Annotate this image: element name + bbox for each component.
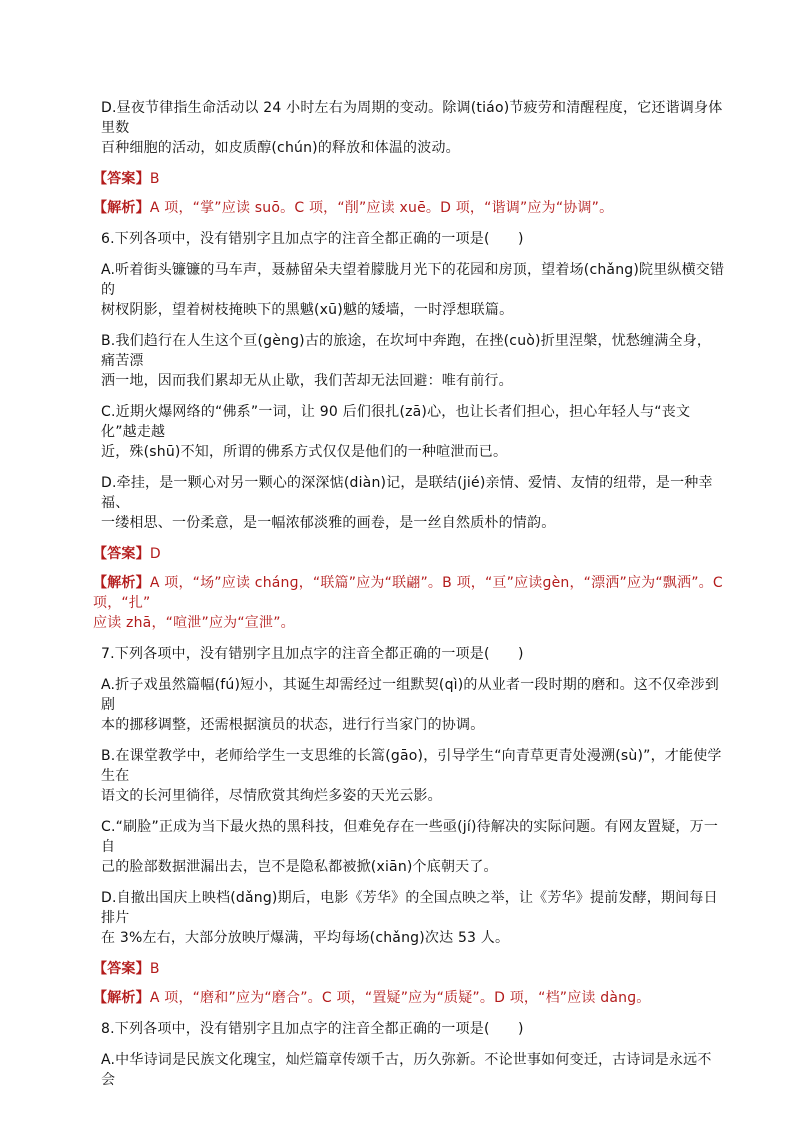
paragraph-gap — [101, 877, 725, 888]
explanation-tag: 【解析】 — [93, 990, 150, 1006]
answer-line — [93, 169, 725, 189]
option-paragraph — [101, 473, 725, 533]
text-line: 一缕相思、一份柔意，是一幅浓郁淡雅的画卷，是一丝自然质朴的情韵。 — [101, 515, 556, 531]
text-line: 百种细胞的活动，如皮质醇(chún)的释放和体温的波动。 — [101, 140, 460, 156]
answer-value: B — [149, 961, 160, 977]
answer-tag: 【答案】 — [93, 546, 150, 562]
paragraph-gap — [101, 391, 725, 402]
option-paragraph — [101, 260, 725, 320]
text-line: A 项，“掌”应读 suō。C 项，“削”应读 xuē。D 项，“谐调”应为“协调”。 — [149, 200, 614, 216]
question-stem — [101, 644, 725, 664]
explanation-paragraph — [93, 988, 725, 1008]
text-line: D.自撤出国庆上映档(dǎng)期后，电影《芳华》的全国点映之举，让《芳华》提前发酵，期间每日排片 — [101, 890, 718, 926]
paragraph-gap — [101, 564, 725, 573]
paragraph-gap — [101, 633, 725, 644]
answer-value: D — [149, 546, 161, 562]
explanation-tag: 【解析】 — [93, 575, 150, 591]
option-paragraph — [101, 331, 725, 391]
paragraph-gap — [101, 158, 725, 169]
option-paragraph — [101, 1050, 725, 1090]
answer-line — [93, 544, 725, 564]
paragraph-gap — [101, 320, 725, 331]
paragraph-gap — [101, 948, 725, 959]
option-paragraph — [101, 98, 725, 158]
answer-value: B — [149, 171, 160, 187]
answer-line — [93, 959, 725, 979]
paragraph-gap — [101, 462, 725, 473]
text-line: A 项，“场”应读 chánɡ，“联篇”应为“联翩”。B 项，“亘”应读ɡèn，“漂洒”应为“飘洒”。C 项，“扎” — [93, 575, 723, 611]
text-line: 洒一地，因而我们累却无从止歇，我们苦却无法回避：唯有前行。 — [101, 373, 513, 389]
text-line: 应读 zhā，“喧泄”应为“宣泄”。 — [93, 615, 295, 631]
explanation-tag: 【解析】 — [93, 200, 150, 216]
text-line: 己的脸部数据泄漏出去，岂不是隐私都被掀(xiān)个底朝天了。 — [101, 859, 498, 875]
text-line: B.在课堂教学中，老师给学生一支思维的长篙(gāo)，引导学生“向青草更青处漫溯(sù)”，才能使学生在 — [101, 748, 722, 784]
text-line: 语文的长河里徜徉，尽情欣赏其绚烂多姿的天光云影。 — [101, 788, 442, 804]
explanation-paragraph — [93, 198, 725, 218]
option-paragraph — [101, 402, 725, 462]
text-line: A.听着街头镰镰的马车声，聂赫留朵夫望着朦胧月光下的花园和房顶，望着场(chǎng)院里纵横交错的 — [101, 262, 725, 298]
text-line: 7.下列各项中，没有错别字且加点字的注音全都正确的一项是( ) — [101, 646, 524, 662]
option-paragraph — [101, 817, 725, 877]
text-line: B.我们趋行在人生这个亘(gèng)古的旅途，在坎坷中奔跑，在挫(cuò)折里涅槃，忧愁缠满全身，痛苦漂 — [101, 333, 712, 369]
paragraph-gap — [101, 533, 725, 544]
text-line: 本的挪移调整，还需根据演员的状态，进行行当家门的协调。 — [101, 717, 485, 733]
paragraph-gap — [101, 1039, 725, 1050]
text-line: 8.下列各项中，没有错别字且加点字的注音全都正确的一项是( ) — [101, 1021, 524, 1037]
text-line: C.近期火爆网络的“佛系”一词，让 90 后们很扎(zā)心，也让长者们担心，担心年轻人与“丧文化”越走越 — [101, 404, 691, 440]
text-line: A.中华诗词是民族文化瑰宝，灿烂篇章传颂千古，历久弥新。不论世事如何变迁，古诗词是永远不会 — [101, 1052, 712, 1088]
option-paragraph — [101, 675, 725, 735]
text-line: 6.下列各项中，没有错别字且加点字的注音全都正确的一项是( ) — [101, 231, 524, 247]
paragraph-gap — [101, 189, 725, 198]
text-line: C.“刷脸”正成为当下最火热的黑科技，但难免存在一些亟(jí)待解决的实际问题。有网友置疑，万一自 — [101, 819, 719, 855]
option-paragraph — [101, 888, 725, 948]
document-body — [93, 98, 725, 1090]
option-paragraph — [101, 746, 725, 806]
paragraph-gap — [101, 1008, 725, 1019]
text-line: D.牵挂，是一颗心对另一颗心的深深惦(diàn)记，是联结(jié)亲情、爱情、友情的纽带，是一种幸福、 — [101, 475, 713, 511]
paragraph-gap — [101, 806, 725, 817]
answer-tag: 【答案】 — [93, 171, 150, 187]
text-line: 近，殊(shū)不知，所谓的佛系方式仅仅是他们的一种喧泄而已。 — [101, 444, 508, 460]
text-line: 在 3%左右，大部分放映厅爆满，平均每场(chǎng)次达 53 人。 — [101, 930, 510, 946]
paragraph-gap — [101, 979, 725, 988]
text-line: 树杈阴影，望着树枝掩映下的黑魆(xū)魆的矮墙，一时浮想联篇。 — [101, 302, 514, 318]
question-stem — [101, 229, 725, 249]
question-stem — [101, 1019, 725, 1039]
paragraph-gap — [101, 735, 725, 746]
paragraph-gap — [101, 249, 725, 260]
text-line: A 项，“磨和”应为“磨合”。C 项，“置疑”应为“质疑”。D 项，“档”应读 dànɡ。 — [149, 990, 651, 1006]
answer-tag: 【答案】 — [93, 961, 150, 977]
paragraph-gap — [101, 218, 725, 229]
text-line: D.昼夜节律指生命活动以 24 小时左右为周期的变动。除调(tiáo)节疲劳和清醒程度，它还谐调身体里数 — [101, 100, 723, 136]
paragraph-gap — [101, 664, 725, 675]
explanation-paragraph — [93, 573, 725, 633]
text-line: A.折子戏虽然篇幅(fú)短小，其诞生却需经过一组默契(qì)的从业者一段时期的磨和。这不仅牵涉到剧 — [101, 677, 720, 713]
